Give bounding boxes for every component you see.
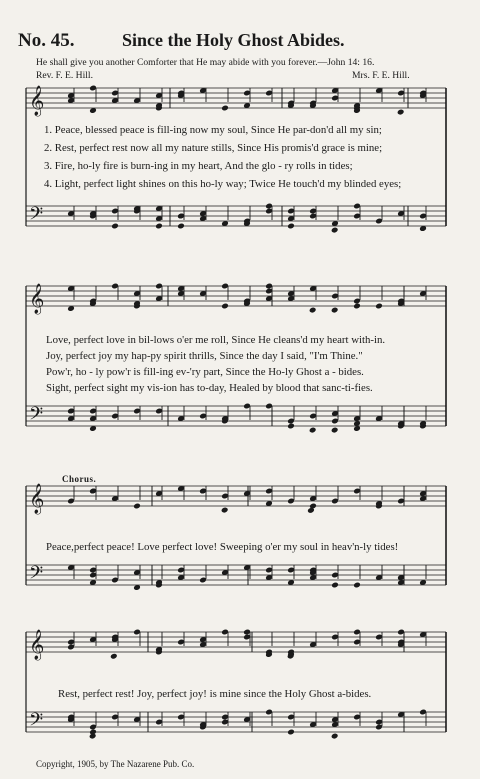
note-head <box>111 223 119 230</box>
note-head <box>221 507 229 514</box>
note-head <box>155 223 163 230</box>
note-head <box>331 427 339 434</box>
note-head <box>375 303 383 310</box>
stanza-1-line-a: 1. Peace, blessed peace is fill-ing now my soul, Since He par-don'd all my sin; <box>44 124 382 136</box>
stanza-3-line-a: 3. Fire, ho-ly fire is burn-ing in my heart, And the glo - ry rolls in tides; <box>44 160 353 172</box>
stanza-2-line-a: 2. Rest, perfect rest now all my nature stills, Since His promis'd grace is mine; <box>44 142 383 154</box>
stanza-4-line-a: 4. Light, perfect light shines on this ho-ly way; Twice He touch'd my blinded eyes; <box>44 178 402 190</box>
bass-clef: 𝄢 <box>29 404 44 429</box>
note-head <box>331 582 339 589</box>
bass-clef: 𝄢 <box>29 563 44 588</box>
chorus-line-2: Rest, perfect rest! Joy, perfect joy! is mine since the Holy Ghost a-bides. <box>58 688 372 700</box>
note-head <box>89 729 97 736</box>
scripture-reference: He shall give you another Comforter that He may abide with you forever.—John 14: 16. <box>36 57 375 68</box>
note-head <box>309 307 317 314</box>
chorus-label: Chorus. <box>62 474 97 484</box>
bass-clef: 𝄢 <box>29 710 44 735</box>
treble-clef: 𝄞 <box>29 86 45 116</box>
note-head <box>331 307 339 314</box>
note-head <box>287 423 295 430</box>
note-head <box>177 223 185 230</box>
note-head <box>353 303 361 310</box>
stanza-2-line-b: Joy, perfect joy my hap-py spirit thrills, Since the day I said, "I'm Thine." <box>46 350 363 362</box>
note-head <box>110 653 118 660</box>
note-head <box>331 733 339 740</box>
lyricist-credit: Rev. F. E. Hill. <box>36 70 93 81</box>
stanza-3-line-b: Pow'r, ho - ly pow'r is fill-ing ev-'ry part, Since the Ho-ly Ghost a - bides. <box>46 366 364 378</box>
hymn-number: No. 45. <box>18 30 75 51</box>
note-head <box>287 223 295 230</box>
treble-clef: 𝄞 <box>29 484 45 514</box>
hymn-title: Since the Holy Ghost Abides. <box>122 30 345 50</box>
note-head <box>133 503 141 510</box>
stanza-4-line-b: Sight, perfect sight my vis-ion has to-day, Healed by blood that sanc-ti-fies. <box>46 382 373 394</box>
note-head <box>287 729 295 736</box>
composer-credit: Mrs. F. E. Hill. <box>352 70 410 81</box>
note-head <box>353 582 361 589</box>
treble-clef: 𝄞 <box>29 630 45 660</box>
note-head <box>221 105 229 112</box>
treble-clef: 𝄞 <box>29 284 45 314</box>
note-head <box>397 109 405 116</box>
bass-clef: 𝄢 <box>29 204 44 229</box>
stanza-1-line-b: Love, perfect love in bil-lows o'er me roll, Since He cleans'd my heart with-in. <box>46 334 386 346</box>
chorus-line-1: Peace,perfect peace! Love perfect love! Sweeping o'er my soul in heav'n-ly tides! <box>46 541 399 553</box>
clefs <box>29 85 44 735</box>
note-head <box>221 303 229 310</box>
note-head <box>309 427 317 434</box>
copyright-notice: Copyright, 1905, by The Nazarene Pub. Co. <box>36 759 195 769</box>
note-head <box>331 227 339 234</box>
